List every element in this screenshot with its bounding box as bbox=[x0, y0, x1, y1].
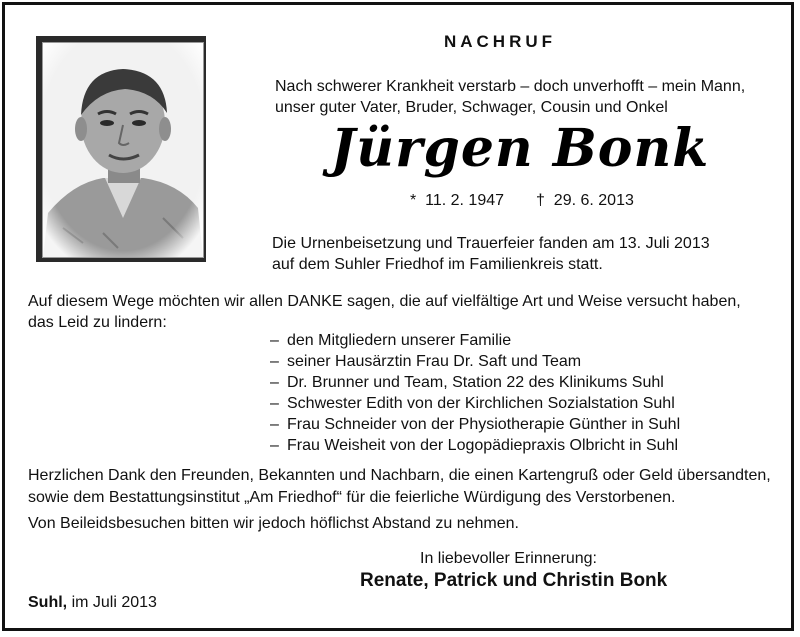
cross-icon: † bbox=[536, 192, 545, 209]
visits-note: Von Beileidsbesuchen bitten wir jedoch höflichst Abstand zu nehmen. bbox=[28, 515, 519, 532]
list-item: – Frau Weisheit von der Logopädiepraxis Olbricht in Suhl bbox=[270, 437, 679, 454]
list-item: – Schwester Edith von der Kirchlichen Sozialstation Suhl bbox=[270, 395, 675, 412]
list-item: – Frau Schneider von der Physiotherapie Günther in Suhl bbox=[270, 416, 681, 433]
closing-line-2: sowie dem Bestattungsinstitut „Am Friedhof“ für die feierliche Würdigung des Verstorbenen. bbox=[28, 489, 676, 506]
death-date bbox=[536, 192, 634, 210]
signature-names: Renate, Patrick und Christin Bonk bbox=[360, 570, 668, 591]
deceased-name: Jürgen Bonk bbox=[330, 118, 710, 179]
closing-line-1: Herzlichen Dank den Freunden, Bekannten und Nachbarn, die einen Kartengruß oder Geld übersandten, bbox=[28, 467, 771, 484]
intro-line-2: unser guter Vater, Bruder, Schwager, Cousin und Onkel bbox=[275, 99, 668, 116]
intro-line-1: Nach schwerer Krankheit verstarb – doch unverhofft – mein Mann, bbox=[275, 78, 746, 95]
birth-symbol: * bbox=[410, 192, 417, 209]
notice-heading: NACHRUF bbox=[443, 32, 557, 51]
thanks-intro-line-1: Auf diesem Wege möchten wir allen DANKE sagen, die auf vielfältige Art und Weise versucht haben, bbox=[28, 293, 741, 310]
death-date-value: 29. 6. 2013 bbox=[553, 192, 634, 209]
place-and-date bbox=[28, 594, 157, 612]
list-item: – Dr. Brunner und Team, Station 22 des Klinikums Suhl bbox=[270, 374, 664, 391]
signature-label: In liebevoller Erinnerung: bbox=[420, 550, 597, 567]
portrait-photo bbox=[42, 42, 204, 258]
list-item: – den Mitgliedern unserer Familie bbox=[270, 332, 512, 349]
place-date: im Juli 2013 bbox=[71, 594, 157, 611]
list-item: – seiner Hausärztin Frau Dr. Saft und Team bbox=[270, 353, 582, 370]
thanks-list bbox=[270, 330, 680, 456]
birth-date-value: 11. 2. 1947 bbox=[425, 192, 505, 209]
funeral-line-2: auf dem Suhler Friedhof im Familienkreis statt. bbox=[272, 256, 603, 273]
thanks-intro-line-2: das Leid zu lindern: bbox=[28, 314, 167, 331]
funeral-line-1: Die Urnenbeisetzung und Trauerfeier fanden am 13. Juli 2013 bbox=[272, 235, 710, 252]
birth-date bbox=[410, 192, 504, 210]
place-name: Suhl, bbox=[28, 594, 68, 611]
